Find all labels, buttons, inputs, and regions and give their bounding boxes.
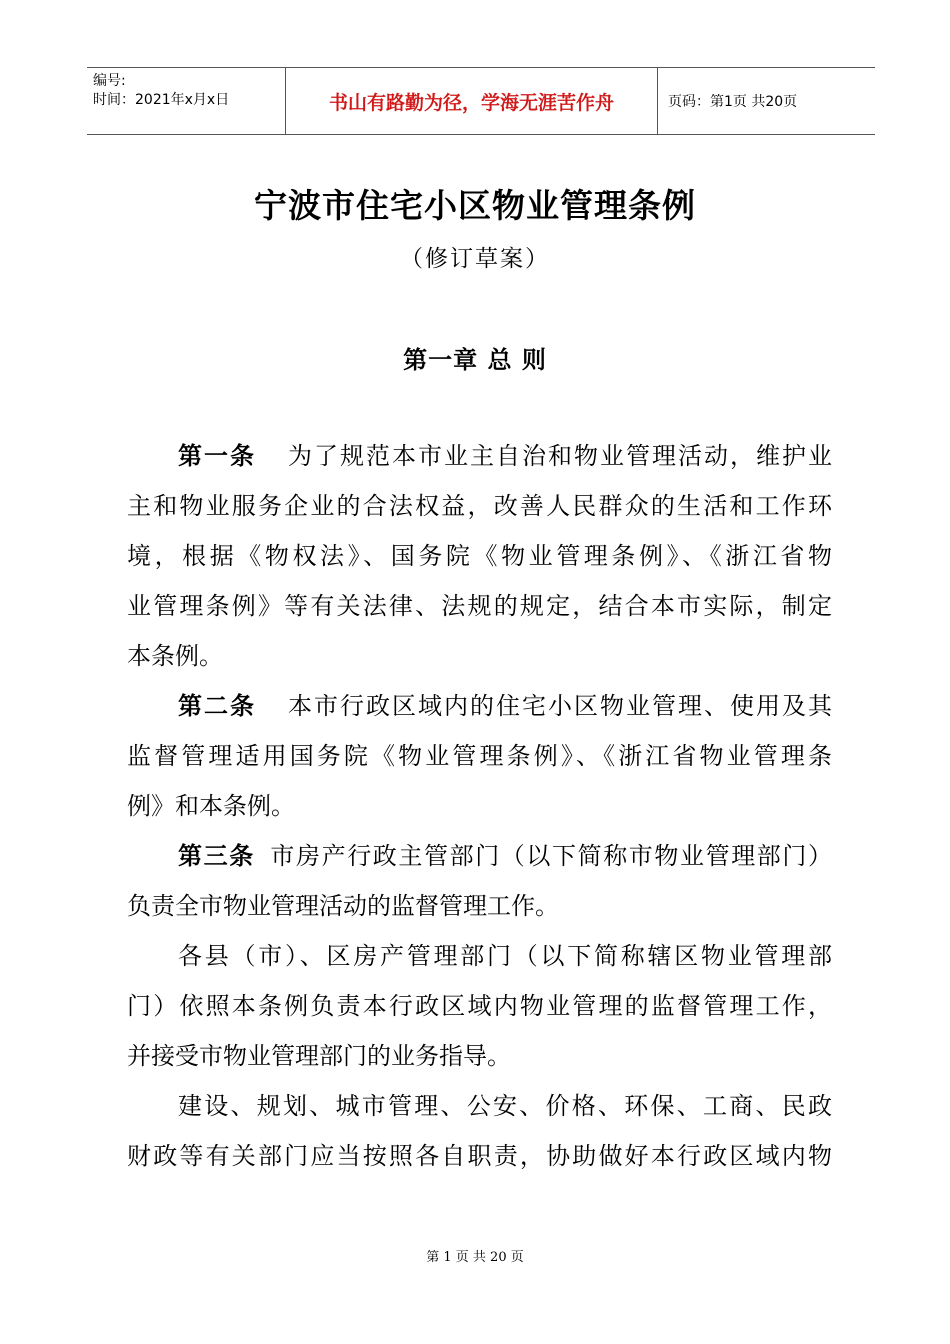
article-1-line-5: 本条例。 <box>127 642 223 670</box>
article-1-text: 为了规范本市业主自治和物业管理活动，维护业 <box>286 442 832 470</box>
article-1-line-3: 境，根据《物权法》、国务院《物业管理条例》、《浙江省物 <box>127 542 832 570</box>
article-3-para-3-line-2: 财政等有关部门应当按照各自职责，协助做好本行政区域内物 <box>127 1142 832 1170</box>
document-title: 宁波市住宅小区物业管理条例 <box>254 186 696 225</box>
article-2-line-2: 监督管理适用国务院《物业管理条例》、《浙江省物业管理条 <box>127 742 832 770</box>
header-motto: 书山有路勤为径，学海无涯苦作舟 <box>285 68 658 134</box>
article-1-label: 第一条 <box>178 442 256 470</box>
article-3-para-2-line-3: 并接受市物业管理部门的业务指导。 <box>127 1042 511 1070</box>
article-2-line-1 <box>178 686 832 726</box>
article-2-line-3: 例》和本条例。 <box>127 792 295 820</box>
number-label: 编号: <box>93 73 126 89</box>
page-header <box>87 67 875 135</box>
chapter-heading: 第一章 总 则 <box>403 346 547 374</box>
time-label: 时间：2021年x月x日 <box>93 92 230 108</box>
article-2-label: 第二条 <box>178 692 256 720</box>
article-1-line-2: 主和物业服务企业的合法权益，改善人民群众的生活和工作环 <box>127 492 832 520</box>
article-3-label: 第三条 <box>178 842 255 870</box>
article-1-line-1 <box>178 436 832 476</box>
article-3-para-2-line-2: 门）依照本条例负责本行政区域内物业管理的监督管理工作， <box>127 992 832 1020</box>
article-3-para-2-line-1: 各县（市）、区房产管理部门（以下简称辖区物业管理部 <box>178 942 832 970</box>
article-3-text: 市房产行政主管部门（以下简称市物业管理部门） <box>268 842 833 870</box>
article-1-line-4: 业管理条例》等有关法律、法规的规定，结合本市实际，制定 <box>127 592 832 620</box>
header-page-info: 页码：第1页 共20页 <box>668 94 798 110</box>
article-3-para-3-line-1: 建设、规划、城市管理、公安、价格、环保、工商、民政 <box>178 1092 832 1120</box>
page-footer: 第 1 页 共 20 页 <box>426 1250 524 1265</box>
article-3-line-2: 负责全市物业管理活动的监督管理工作。 <box>127 892 559 920</box>
header-meta <box>87 68 285 134</box>
article-3-line-1 <box>178 836 832 876</box>
document-subtitle: （修订草案） <box>400 246 550 272</box>
article-2-text: 本市行政区域内的住宅小区物业管理、使用及其 <box>286 692 832 720</box>
